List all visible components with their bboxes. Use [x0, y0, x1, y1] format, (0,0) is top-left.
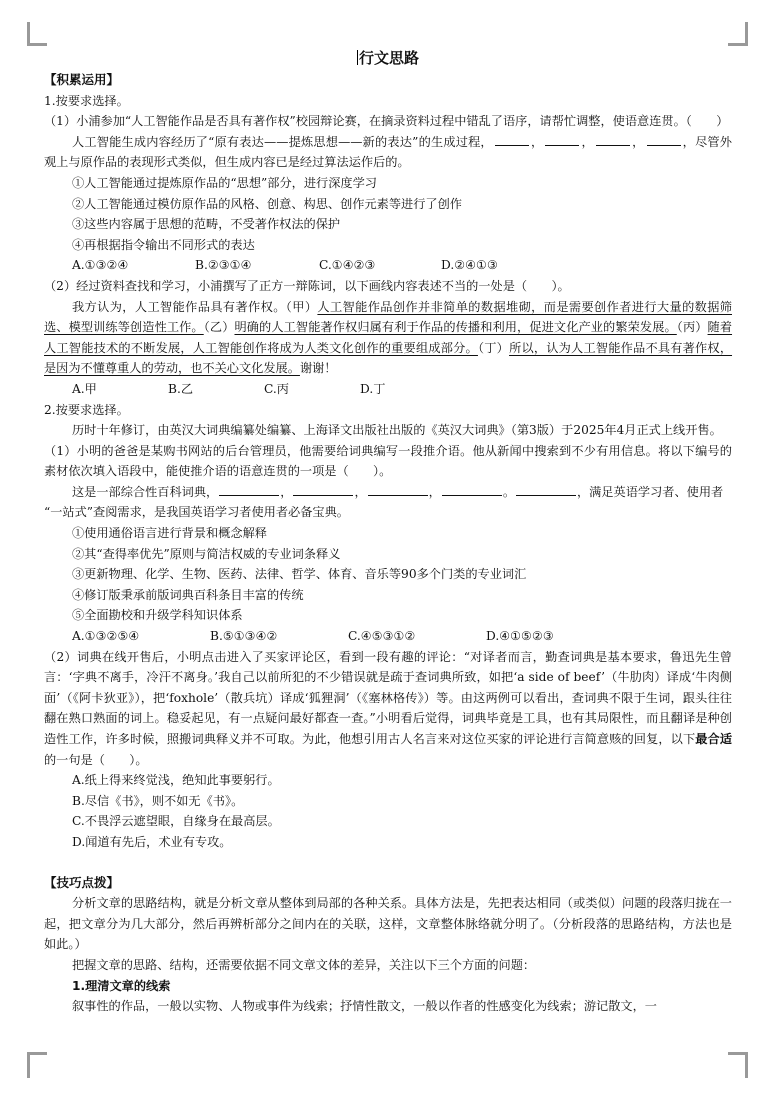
q1-part2-passage: [44, 297, 732, 379]
q2-stem: 2.按要求选择。: [44, 402, 129, 417]
section-gap: [44, 853, 732, 873]
q2-part2-option-d[interactable]: D.闻道有先后，术业有专攻。: [72, 834, 232, 849]
option-d[interactable]: D.②④①③: [441, 258, 498, 273]
q2-passage-a: 这是一部综合性百科词典，: [72, 484, 219, 499]
answer-blank[interactable]: [219, 483, 279, 496]
option-a[interactable]: A.①③②④: [72, 258, 129, 273]
q2-part2-text: [44, 647, 732, 771]
underlined-yi: 明确的人工智能著作权归属有利于作品的传播和利用，促进文化产业的繁荣发展。: [234, 320, 677, 335]
option-d[interactable]: D.④①⑤②③: [486, 629, 554, 644]
option-a[interactable]: A.①③②⑤④: [72, 629, 140, 644]
q2-item: ②其“查得率优先”原则与简洁权威的专业词条释义: [72, 546, 341, 561]
passage-lead: 我方认为，人工智能作品具有著作权。（甲）: [72, 299, 318, 314]
skills-heading-1: 1.理清文章的线索: [72, 978, 171, 993]
q2-passage-c: “一站式”查阅需求，是我国英语学习者使用者必备宝典。: [44, 505, 349, 520]
option-a[interactable]: A.甲: [72, 381, 97, 396]
q1-part2-intro: （2）经过资料查找和学习，小浦撰写了正方一辩陈词，以下画线内容表述不当的一处是（ ）。: [44, 278, 570, 293]
page-title-text: 行文思路: [358, 49, 419, 67]
underlined-ding: 所以，认为人工智能作品不具有著作权，是因为不懂尊重人的劳动，也不关心文化发展。: [44, 340, 733, 376]
skills-para-3: 叙事性的作品，一般以实物、人物或事件为线索；抒情性散文，一般以作者的性感变化为线索；游记散文，一: [72, 999, 657, 1014]
corner-mark-bottom-right: [745, 1052, 748, 1078]
q2-item: ①使用通俗语言进行背景和概念解释: [72, 526, 267, 541]
q1-passage-b: 尽管外观上与原作品的表现形式类似，但生成内容已是经过算法运作后的。: [44, 134, 732, 170]
q2-part2-text-b: 的一句是（ ）。: [44, 752, 148, 767]
q2-item: ③更新物理、化学、生物、医药、法律、哲学、体育、音乐等90多个门类的专业词汇: [72, 567, 527, 582]
answer-blank[interactable]: [495, 133, 529, 146]
q2-part1-options: [44, 626, 732, 647]
q1-stem: 1.按要求选择。: [44, 93, 129, 108]
mark-yi: （乙）: [203, 320, 235, 335]
corner-mark-bottom-left: [27, 1052, 30, 1078]
q2-intro: 历时十年修订，由英汉大词典编纂处编纂、上海译文出版社出版的《英汉大词典》（第3版）于2025年4月正式上线开售。: [72, 423, 722, 438]
q2-item: ⑤全面勘校和升级学科知识体系: [72, 608, 243, 623]
q1-part1-passage: 人工智能生成内容经历了“原有表达——提炼思想——新的表达”的生成过程， ， ， ， ，尽管外观上与原作品的表现形式类似，但生成内容已是经过算法运作后的。: [44, 134, 732, 170]
q1-item: ②人工智能通过模仿原作品的风格、创意、构思、创作元素等进行了创作: [72, 196, 462, 211]
q2-part2-bold: 最合适: [695, 732, 733, 746]
underlined-jia: 人工智能作品创作并非简单的数据堆砌，而是需要创作者进行大量的数据筛选、模型训练等创造性工作。: [44, 299, 732, 335]
option-d[interactable]: D.丁: [360, 381, 386, 396]
q2-part1-intro: （1）小明的爸爸是某购书网站的后台管理员，他需要给词典编写一段推介语。他从新闻中搜索到不少有用信息。将以下编号的素材依次填入语段中，能使推介语的语意连贯的一项是（ ）。: [44, 443, 732, 479]
q2-part2-option-a[interactable]: A.纸上得来终觉浅，绝知此事要躬行。: [72, 773, 280, 788]
q2-part2-text-a: （2）词典在线开售后，小明点击进入了买家评论区，看到一段有趣的评论：“对译者而言，勤查词典是基本要求，鲁迅先生曾言：‘字典不离手，冷汗不离身。’我自己以前所犯的不少错误就是疏于查词典所致，如把‘a side of beef’（牛肋肉）译成‘牛肉侧面’（《阿卡狄亚》），把‘foxhole’（散兵坑）译成‘狐狸洞’（《塞林格传》）等。由这两例可以看出，查词典不限于生词，跟头往往翻在熟口熟面的词上。稳妥起见，有一点疑问最好都查一查。”小明看后觉得，词典毕竟是工具，也有其局限性，而且翻译是种创造性工作，许多时候，照搬词典释义并不可取。为此，他想引用古人名言来对这位买家的评论进行言简意赅的回复，以下: [44, 649, 732, 746]
q1-part2-options: [44, 379, 732, 400]
answer-blank[interactable]: [442, 483, 502, 496]
q1-item: ①人工智能通过提炼原作品的“思想”部分，进行深度学习: [72, 175, 377, 190]
answer-blank[interactable]: [516, 483, 576, 496]
q2-passage-b: ，满足英语学习者、使用者: [577, 484, 724, 499]
passage-end: 谢谢！: [299, 361, 337, 376]
answer-blank[interactable]: [368, 483, 428, 496]
q1-part1-options: [44, 255, 732, 276]
corner-mark-bottom-left-h: [27, 1052, 47, 1055]
q2-part1-passage: 这是一部综合性百科词典， ， ， ， 。 ，满足英语学习者、使用者: [72, 484, 724, 499]
text-cursor: [357, 50, 358, 65]
document-page: [44, 46, 732, 1017]
option-c[interactable]: C.①④②③: [319, 258, 376, 273]
skills-para-1: 分析文章的思路结构，就是分析文章从整体到局部的各种关系。具体方法是，先把表达相同（或类似）问题的段落归拢在一起，把文章分为几大部分，然后再辨析部分之间内在的关联，这样，文章整体脉络就分明了。（分析段落的思路结构，方法也是如此。）: [44, 896, 732, 952]
q1-item: ④再根据指令输出不同形式的表达: [72, 237, 255, 252]
option-c[interactable]: C.丙: [264, 381, 289, 396]
q2-part2-option-b[interactable]: B.尽信《书》，则不如无《书》。: [72, 793, 244, 808]
answer-blank[interactable]: [545, 133, 579, 146]
option-b[interactable]: B.乙: [168, 381, 194, 396]
mark-bing: （丙）: [676, 320, 708, 335]
option-b[interactable]: B.⑤①③④②: [210, 629, 278, 644]
q1-item: ③这些内容属于思想的范畴，不受著作权法的保护: [72, 217, 341, 232]
answer-blank[interactable]: [293, 483, 353, 496]
section-header-accumulation: 【积累运用】: [44, 72, 120, 87]
section-header-skills: 【技巧点拨】: [44, 874, 120, 890]
q1-passage-a: 人工智能生成内容经历了“原有表达——提炼思想——新的表达”的生成过程，: [72, 134, 493, 149]
skills-para-2: 把握文章的思路、结构，还需要依据不同文章文体的差异，关注以下三个方面的问题：: [72, 957, 536, 972]
option-c[interactable]: C.④⑤③①②: [348, 629, 416, 644]
corner-mark-bottom-right-h: [728, 1052, 748, 1055]
page-title: [44, 46, 732, 70]
option-b[interactable]: B.②③①④: [195, 258, 252, 273]
q2-item: ④修订版秉承前版词典百科条目丰富的传统: [72, 587, 304, 602]
underlined-bing: 随着人工智能技术的不断发展，人工智能创作将成为人类文化创作的重要组成部分。: [44, 320, 733, 355]
q1-part1-intro: （1）小浦参加“人工智能作品是否具有著作权”校园辩论赛，在摘录资料过程中错乱了语序，请帮忙调整，使语意连贯。（ ）: [44, 114, 729, 129]
q2-part2-option-c[interactable]: C.不畏浮云遮望眼，自缘身在最高层。: [72, 814, 280, 829]
answer-blank[interactable]: [596, 133, 630, 146]
mark-ding: （丁）: [477, 340, 510, 355]
answer-blank[interactable]: [647, 133, 681, 146]
